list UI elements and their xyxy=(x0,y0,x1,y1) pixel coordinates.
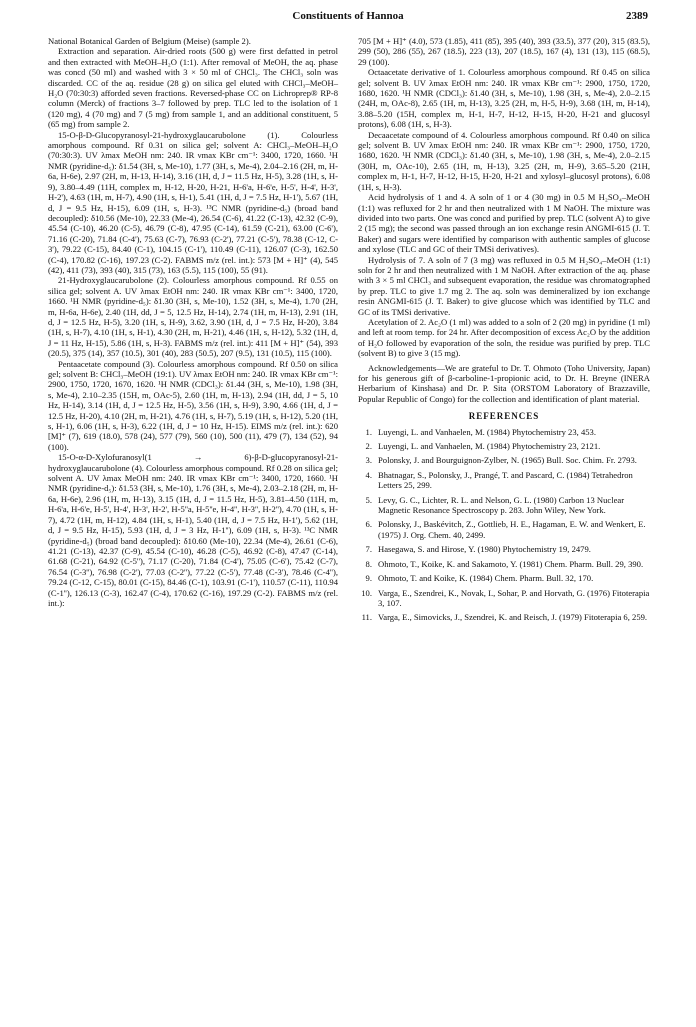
paragraph-extraction: Extraction and separation. Air-dried roots (500 g) were first defatted in petrol and then extracted with MeOH–H₂O (1:1). After removal of MeOH, the aq. phase was concd (50 ml) and washed with 3 × 50 ml of CHCl₃. The CHCl₃ soln was discarded. CC of the aq. residue (28 g) on silica gel eluted with CHCl₃–MeOH–H₂O (70:30:3) afforded seven fractions. Reversed-phase CC on Lichroprep® RP-8 column (Merck) of fractions 3–7 followed by prep. TLC led to the isolation of 1 (120 mg), 4 (70 mg) and 7 (5 mg) from sample 1, and an additional constituent, 5 (65 mg) from sample 2. xyxy=(48,46,338,130)
running-title: Constituents of Hannoa xyxy=(292,10,404,22)
paragraph-compound-4-continued: 705 [M + H]⁺ (4.0), 573 (1.85), 411 (85), 395 (40), 393 (33.5), 377 (20), 315 (83.5), 299 (50), 286 (55), 267 (18.5), 223 (13), 207 (18.5), 167 (4), 131 (13), 115 (68.5), 29 (100). xyxy=(358,36,650,67)
paragraph-decaacetate: Decaacetate compound of 4. Colourless amorphous compound. Rf 0.40 on silica gel; solvent B. UV λmax EtOH nm: 240. IR νmax KBr cm⁻¹: 2900, 1750, 1720, 1680, 1620. ¹H NMR (CDCl₃): δ1.40 (3H, s, Me-10), 1.98 (3H, s, Me-4), 2.0–2.15 (30H, m, OAc-10), 2.65 (1H, m, H-13), 3.25 (2H, m, H-9), 3.65–5.20 (21H, complex m, H-1, H-7, H-12, H-15, H-20, H-21 and xylosyl–glucosyl protons), 6.08 (1H, s, H-3). xyxy=(358,129,650,192)
reference-item: 10. Varga, E., Szendrei, K., Novak, I., Sohar, P. and Horvath, G. (1976) Fitoterapia 3, 107. xyxy=(361,587,650,608)
paragraph-sample-source: National Botanical Garden of Belgium (Meise) (sample 2). xyxy=(48,36,251,46)
paragraph-compound-2: 21-Hydroxyglaucarubolone (2). Colourless amorphous compound. Rf 0.55 on silica gel; solvent A. UV λmax EtOH nm: 240. IR νmax KBr cm⁻¹: 3400, 1720, 1660. ¹H NMR (pyridine-d₅): δ1.30 (3H, s, Me-10), 1.52 (3H, s, Me-4), 1.70 (2H, m, H-6a, H-6e), 2.40 (1H, dd, J = 5, 12.5 Hz, H-14), 2.74 (1H, m, H-13), 2.91 (1H, d, J = 12.5 Hz, H-5), 3.20 (1H, s, H-9), 3.62, 3.90 (1H, d, J = 7.5 Hz, H-20), 3.84 (1H, s, H-7), 4.10 (1H, s, H-1), 4.30 (2H, m, H-21), 4.46 (1H, s, H-12), 5.32 (1H, d, J = 11 Hz, H-15), 5.86 (1H, s, H-3). FABMS m/z (rel. int.): 411 [M + H]⁺ (54), 393 (20.5), 375 (14), 357 (10.5), 301 (40), 283 (50.5), 207 (9.5), 131 (10.5), 115 (100). xyxy=(48,275,338,359)
paragraph-octaacetate: Octaacetate derivative of 1. Colourless amorphous compound. Rf 0.45 on silica gel; solvent B. UV λmax EtOH nm: 240. IR νmax KBr cm⁻¹: 2900, 1750, 1720, 1680, 1620. ¹H NMR (CDCl₃): δ1.40 (3H, s, Me-10), 1.98 (3H, s, Me-4), 2.0–2.15 (24H, m, OAc-8), 2.65 (1H, m, H-13), 3.25 (2H, m, H-5, H-9), 3.68 (1H, m, H-14), 3.88–5.20 (15H, complex m, H-1, H-7, H-12, H-15, H-20, H-21 and glucosyl protons), 6.08 (1H, s, H-3). xyxy=(358,67,650,130)
paragraph-compound-3: Pentaacetate compound (3). Colourless amorphous compound. Rf 0.50 on silica gel; solvent B: CHCl₃–MeOH (19:1). UV λmax EtOH nm: 240. IR νmax KBr cm⁻¹: 2900, 1750, 1720, 1670, 1620. ¹H NMR (CDCl₃): δ1.44 (3H, s, Me-10), 1.98 (3H, s, Me-4), 2.10–2.35 (15H, m, OAc-5), 2.60 (1H, m, H-13), 2.94 (1H, dd, J = 5, 10 Hz, H-14), 3.14 (1H, d, J = 12.5 Hz, H-5), 3.56 (1H, s, H-9), 3.90, 4.66 (1H, d, J = 12.5 Hz, H-20), 4.10 (2H, m, H-21), 4.76 (1H, s, H-7), 5.19 (1H, s, H-12), 5.20 (1H, s, H-1), 6.06 (1H, s, H-3), 6.22 (1H, d, J = 10 Hz, H-15). EIMS m/z (rel. int.): 620 [M]⁺ (7), 619 (18.0), 578 (24), 577 (79), 560 (10), 500 (11), 479 (7), 134 (52), 94 (100). xyxy=(48,358,339,452)
paragraph-acetylation: Acetylation of 2. Ac₂O (1 ml) was added to a soln of 2 (20 mg) in pyridine (1 ml) and left at room temp. for 24 hr. After decomposition of excess Ac₂O by the addition of H₂O followed by evaporation of the soln, the residue was purified by prep. TLC (solvent B) to give 3 (15 mg). xyxy=(358,316,650,359)
reference-item: 1. Luyengi, L. and Vanhaelen, M. (1984) Phytochemistry 23, 453. xyxy=(365,426,596,437)
reference-item: 3. Polonsky, J. and Bourguignon-Zylber, N. (1965) Bull. Soc. Chim. Fr. 2793. xyxy=(365,455,637,466)
acknowledgements: Acknowledgements—We are grateful to Dr. T. Ohmoto (Toho University, Japan) for his generous gift of β-carboline-1-propionic acid, to Dr. H. Breyne (INERA Herbarium of Kinshasa) and Dr. P. Sita (ORSTOM Laboratory of Brazzaville, Popular Republic of Congo) for the collection and identification of plant material. xyxy=(358,362,650,404)
reference-item: 8. Ohmoto, T., Koike, K. and Sakamoto, Y. (1981) Chem. Pharm. Bull. 29, 390. xyxy=(365,558,644,569)
reference-item: 9. Ohmoto, T. and Koike, K. (1984) Chem. Pharm. Bull. 32, 170. xyxy=(365,573,594,584)
left-column xyxy=(48,36,338,608)
reference-item: 6. Polonsky, J., Baskévitch, Z., Gottlieb, H. E., Hagaman, E. W. and Wenkert, E. (1975) J. Org. Chem. 40, 2499. xyxy=(365,519,646,540)
paragraph-compound-4: 15-O-α-D-Xylofuranosyl(1 → 6)-β-D-glucopyranosyl-21-hydroxyglaucarubolone (4). Colourless amorphous compound. Rf 0.28 on silica gel; solvent A. UV λmax MeOH nm: 240. IR νmax KBr cm⁻¹: 3400, 1720, 1660. ¹H NMR (pyridine-d₅): δ1.53 (3H, s, Me-10), 1.76 (3H, s, Me-4), 2.03–2.18 (2H, m, H-6a, H-6e), 2.96 (1H, m, H-13), 3.15 (1H, d, J = 11.5 Hz, H-5), 3.81–4.50 (11H, m, H-6'a, H-6'e, H-5', H-4', H-3', H-2', H-5''a, H-5''e, H-4'', H-3'', H-2''), 4.70 (1H, s, H-7), 4.72 (1H, m, H-12), 4.84 (1H, s, H-1), 5.40 (1H, d, J = 7.5 Hz, H-1'), 5.62 (1H, d, J = 9.5 Hz, H-15), 5.93 (1H, d, J = 3 Hz, H-1''), 6.09 (1H, s, H-3). ¹³C NMR (pyridine-d₅) (broad band decoupled): δ10.60 (Me-10), 22.34 (Me-4), 26.61 (C-6), 41.21 (C-13), 42.37 (C-9), 45.54 (C-10), 46.28 (C-5), 46.92 (C-8), 47.47 (C-14), 61.68 (C-21), 64.92 (C-5''), 71.17 (C-20), 71.84 (C-4'), 75.05 (C-6'), 75.42 (C-7), 76.54 (C-3''), 76.98 (C-2'), 77.03 (C-2''), 77.22 (C-5'), 77.48 (C-3'), 78.46 (C-4''), 79.24 (C-12, C-15), 80.01 (C-15), 84.46 (C-1), 103.91 (C-1'), 110.57 (C-11), 110.94 (C-1''), 126.13 (C-3), 162.47 (C-4), 170.62 (C-16), 197.29 (C-2). FABMS m/z (rel. int.): xyxy=(48,452,338,608)
references-list xyxy=(358,427,650,623)
paragraph-hydrolysis-7: Hydrolysis of 7. A soln of 7 (3 mg) was refluxed in 0.5 M H₂SO₄–MeOH (1:1) soln for 2 hr and then neutralized with 1 M NaOH. After extraction of the aq. phase with 3 × 5 ml CHCl₃ and subsequent evaporation, the residue was chromatographed by prep. TLC to give 1.7 mg 2. The aq. soln was demineralized by ion exchange resin ANGMI-615 (J. T. Baker) to give glucose which was identified by TLC and GC of its TMSi derivative. xyxy=(358,254,650,317)
right-column xyxy=(358,36,650,627)
page-number: 2389 xyxy=(626,10,648,22)
references-heading: REFERENCES xyxy=(468,411,540,422)
paragraph-acid-hydrolysis: Acid hydrolysis of 1 and 4. A soln of 1 or 4 (30 mg) in 0.5 M H₂SO₄–MeOH (1:1) was refluxed for 2 hr and then neutralized with 1 M NaOH. The mixture was divided into two parts. One was concd and purified by prep. TLC (solvent A) to give 2 (15 mg); the second was passed through an ion exchange resin ANGMI-615 (J. T. Baker) and sugars were identified by comparison with authentic samples of glucose and xylose (TLC and GC of their TMSi derivatives). xyxy=(358,192,650,255)
reference-item: 11. Varga, E., Simovicks, J., Szendrei, K. and Reisch, J. (1979) Fitoterapia 6, 259. xyxy=(361,612,648,623)
paragraph-compound-1: 15-O-β-D-Glucopyranosyl-21-hydroxyglaucarubolone (1). Colourless amorphous compound. Rf 0.31 on silica gel; solvent A: CHCl₃–MeOH–H₂O (70:30:3). UV λmax MeOH nm: 240. IR νmax KBr cm⁻¹: 3400, 1720, 1660. ¹H NMR (pyridine-d₅): δ1.54 (3H, s, Me-10), 1.77 (3H, s, Me-4), 2.04–2.16 (2H, m, H-6a, H-6e), 2.97 (2H, m, H-13, H-14), 3.16 (1H, d, J = 11.5 Hz, H-5), 3.28 (1H, s, H-9), 3.80–4.49 (11H, complex m, H-12, H-20, H-21, H-6'a, H-6'e, H-5', H-4', H-3', H-2'), 4.63 (1H, m, H-7), 4.90 (1H, s, H-1), 5.41 (1H, d, J = 7.5 Hz, H-1'), 5.67 (1H, d, J = 9.5 Hz, H-15), 6.09 (1H, s, H-3). ¹³C NMR (pyridine-d₅) (broad band decoupled): δ10.56 (Me-10), 22.33 (Me-4), 26.54 (C-6), 41.22 (C-13), 42.32 (C-9), 45.54 (C-10), 46.20 (C-5), 46.79 (C-8), 47.95 (C-14), 61.59 (C-21), 63.00 (C-6'), 71.16 (C-20), 71.84 (C-4'), 75.63 (C-7), 76.93 (C-2'), 77.21 (C-5'), 78.38 (C-12, C-3'), 79.22 (C-15), 84.40 (C-1), 104.15 (C-1'), 110.49 (C-11), 126.07 (C-3), 162.50 (C-4), 170.82 (C-16), 197.23 (C-2). FABMS m/z (rel. int.): 573 [M + H]⁺ (4), 545 (42), 411 (73), 393 (40), 315 (73), 163 (5.5), 115 (100), 55 (91). xyxy=(48,129,338,275)
reference-item: 2. Luyengi, L. and Vanhaelen, M. (1984) Phytochemistry 23, 2121. xyxy=(365,441,601,452)
page-header xyxy=(48,10,648,26)
reference-item: 4. Bhatnagar, S., Polonsky, J., Prangé, T. and Pascard, C. (1984) Tetrahedron Letters 25, 299. xyxy=(365,469,633,491)
reference-item: 7. Hasegawa, S. and Hirose, Y. (1980) Phytochemistry 19, 2479. xyxy=(365,544,591,555)
reference-item: 5. Levy, G. C., Lichter, R. L. and Nelson, G. L. (1980) Carbon 13 Nuclear Magnetic Resonance Spectroscopy p. 283. John Wiley, New York. xyxy=(365,494,625,516)
